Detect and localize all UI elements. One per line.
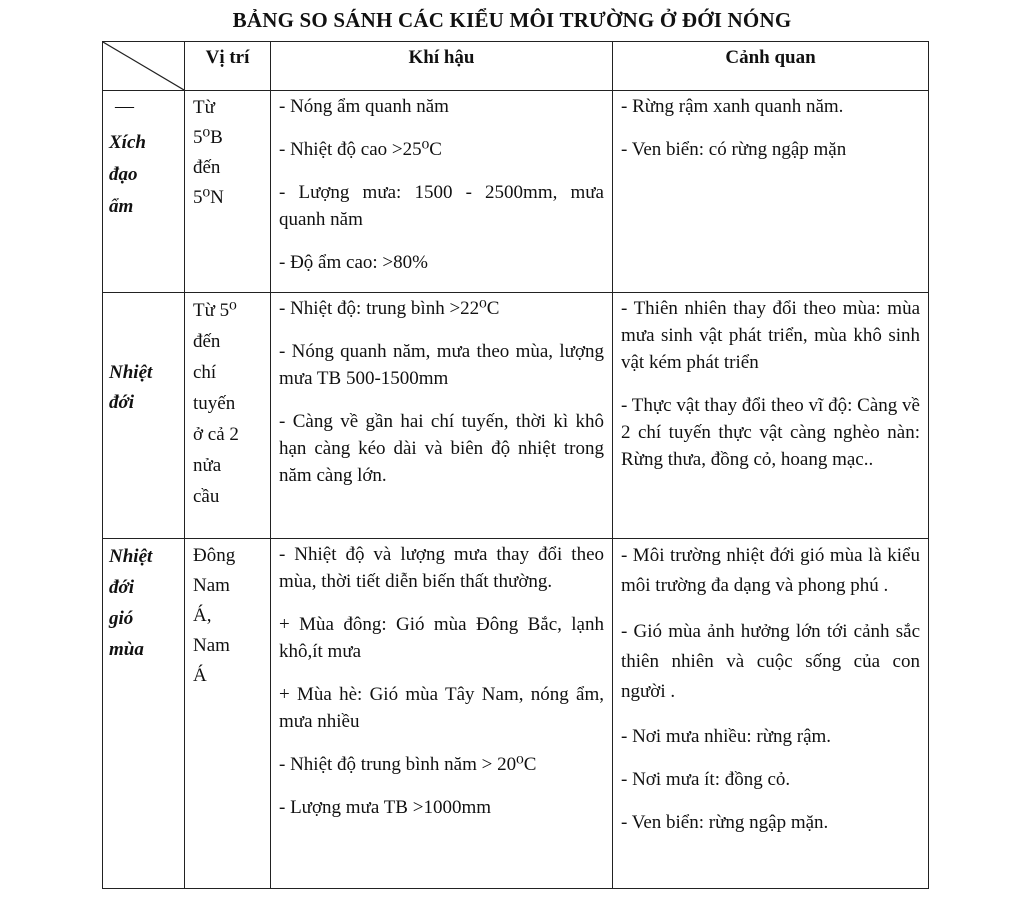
position-line: Từ 5⁰	[193, 300, 237, 321]
climate-item: - Nhiệt độ và lượng mưa thay đổi theo mùa, thời tiết diễn biến thất thường.	[279, 544, 604, 592]
landscape-item: - Ven biển: rừng ngập mặn.	[621, 812, 829, 833]
landscape-item: - Nơi mưa ít: đồng cỏ.	[621, 769, 791, 790]
position-line: đến	[193, 157, 221, 178]
climate-item: + Mùa hè: Gió mùa Tây Nam, nóng ẩm, mưa nhiều	[279, 684, 604, 732]
position-line: Á	[193, 665, 207, 686]
position-line: đến	[193, 331, 221, 352]
comparison-table	[102, 41, 929, 889]
climate-item: - Lượng mưa: 1500 - 2500mm, mưa quanh năm	[279, 182, 604, 230]
climate-item: - Càng về gần hai chí tuyến, thời kì khô hạn càng kéo dài và biên độ nhiệt trong năm càng lớn.	[279, 411, 604, 486]
landscape-item: - Ven biển: có rừng ngập mặn	[621, 139, 847, 160]
table-row	[103, 293, 929, 539]
row-name	[103, 539, 185, 889]
landscape-item: - Rừng rậm xanh quanh năm.	[621, 96, 844, 117]
position-line: cầu	[193, 486, 220, 507]
climate-item: - Nhiệt độ cao >25⁰C	[279, 139, 442, 160]
position-line: Nam	[193, 575, 230, 596]
table-row	[103, 91, 929, 293]
landscape-cell	[613, 539, 929, 889]
climate-item: - Nóng ẩm quanh năm	[279, 96, 449, 117]
climate-item: - Nóng quanh năm, mưa theo mùa, lượng mưa TB 500-1500mm	[279, 341, 604, 389]
climate-item: - Nhiệt độ trung bình năm > 20⁰C	[279, 754, 537, 775]
landscape-item: - Thực vật thay đổi theo vĩ độ: Càng về 2 chí tuyến thực vật càng nghèo nàn: Rừng thưa, đồng cỏ, hoang mạc..	[621, 395, 920, 470]
dash-mark: —	[115, 96, 134, 117]
climate-item: - Lượng mưa TB >1000mm	[279, 797, 491, 818]
position-line: ở cả 2	[193, 424, 239, 445]
row-name-line: đới	[109, 391, 134, 413]
row-name-line: Xích	[109, 132, 146, 153]
position-line: Á,	[193, 605, 212, 626]
position-cell	[185, 91, 271, 293]
landscape-item: - Gió mùa ảnh hưởng lớn tới cảnh sắc thiên nhiên và cuộc sống của con người .	[621, 621, 920, 702]
position-line: 5⁰B	[193, 127, 223, 148]
landscape-cell	[613, 91, 929, 293]
header-position: Vị trí	[185, 42, 271, 91]
landscape-item: - Môi trường nhiệt đới gió mùa là kiểu môi trường đa dạng và phong phú .	[621, 545, 920, 596]
landscape-cell	[613, 293, 929, 539]
position-cell	[185, 293, 271, 539]
row-name-line: gió	[109, 608, 134, 629]
climate-cell	[271, 539, 613, 889]
position-cell	[185, 539, 271, 889]
climate-item: + Mùa đông: Gió mùa Đông Bắc, lạnh khô,ít mưa	[279, 614, 604, 662]
climate-cell	[271, 91, 613, 293]
row-name-line: đạo	[109, 164, 138, 185]
position-line: chí	[193, 362, 217, 383]
diagonal-line-icon	[103, 42, 184, 90]
climate-cell	[271, 293, 613, 539]
climate-item: - Nhiệt độ: trung bình >22⁰C	[279, 298, 500, 319]
row-name	[103, 91, 185, 293]
header-landscape: Cảnh quan	[613, 42, 929, 91]
header-row	[103, 42, 929, 91]
page-title: BẢNG SO SÁNH CÁC KIỂU MÔI TRƯỜNG Ở ĐỚI NÓNG	[232, 8, 792, 32]
row-name-line: Nhiệt	[109, 361, 153, 383]
position-line: Nam	[193, 635, 230, 656]
position-line: 5⁰N	[193, 187, 224, 208]
climate-item: - Độ ẩm cao: >80%	[279, 252, 428, 273]
table-row	[103, 539, 929, 889]
position-line: Đông	[193, 545, 236, 566]
position-line: nửa	[193, 455, 222, 476]
position-line: tuyến	[193, 393, 236, 414]
landscape-item: - Thiên nhiên thay đổi theo mùa: mùa mưa sinh vật phát triển, mùa khô sinh vật kém phát triển	[621, 298, 920, 373]
row-name-line: Nhiệt	[109, 546, 153, 567]
position-line: Từ	[193, 97, 215, 118]
row-name-line: ẩm	[109, 196, 134, 217]
row-name	[103, 293, 185, 539]
landscape-item: - Nơi mưa nhiều: rừng rậm.	[621, 726, 832, 747]
corner-diagonal-cell	[103, 42, 185, 91]
header-climate: Khí hậu	[271, 42, 613, 91]
row-name-line: đới	[109, 577, 134, 598]
row-name-line: mùa	[109, 639, 144, 660]
